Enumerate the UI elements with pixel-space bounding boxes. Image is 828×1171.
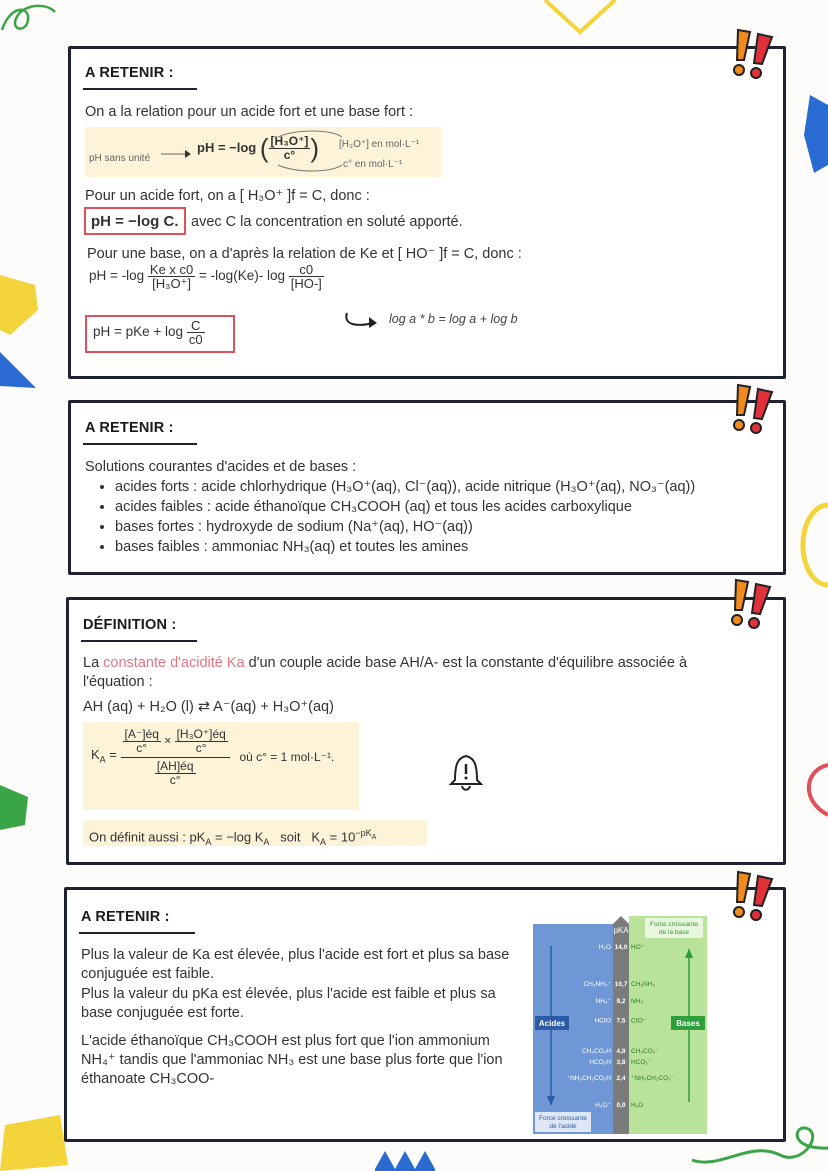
acid-species: CH₃NH₃⁺ (583, 981, 611, 989)
acid-species: NH₄⁺ (595, 998, 611, 1006)
c0-unit-label: c° en mol·L⁻¹ (343, 159, 403, 170)
pka-value: 10,7 (614, 981, 628, 989)
ph-unit-label: pH sans unité (89, 153, 151, 164)
decorative-shape-right-top (800, 95, 828, 175)
h3o-unit-label: [H₃O⁺] en mol·L⁻¹ (339, 139, 420, 150)
card-title: A RETENIR : (85, 65, 174, 81)
curved-arrows-icon (276, 129, 346, 173)
pka-value: 2,4 (616, 1074, 626, 1082)
strong-acid-text: Pour un acide fort, on a [ H₃O⁺ ]f = C, donc : (85, 188, 370, 204)
base-species: H₂O (631, 1102, 644, 1109)
base-species: ⁺NH₃CH₂CO₂⁻ (631, 1074, 675, 1082)
base-species: CH₃NH₂ (631, 981, 655, 989)
ph-fraction: $\frac{\text{[H₃O⁺]}}{c^\circ}$ (270, 134, 309, 162)
title-underline (83, 88, 197, 90)
ka-formula: $K_A$ = $\frac{[A^-]éq}{c^\circ}$ × $\frac{\text{[H₃O⁺]éq}}{c^\circ}$ $\frac{[AH]éq}{c^\circ}$ où c° = 1 mol·L⁻¹. (91, 727, 335, 787)
acid-footer-line1: Force croissante (538, 1115, 588, 1122)
strong-acid-formula: pH = −log C. (91, 213, 179, 230)
highlight-term: constante d'acidité Ka (103, 655, 245, 671)
decorative-shape-left-green (0, 785, 30, 830)
base-formula: pH = -log $\frac{\text{Ke x c0}}{\text{[H₃O⁺]}}$ = -log(Ke)- log $\frac{c0}{[HO-]}$ (89, 262, 322, 291)
pka-chart (533, 916, 707, 1134)
card-title: A RETENIR : (85, 420, 174, 436)
list-item: • acides faibles : acide éthanoïque CH₃COOH (aq) et tous les acides carboxylique (115, 497, 775, 517)
pka-definition: On définit aussi : $pK_A = -\log$ $K_A$ soit $K_A = 10^{-pK_A}$ (89, 828, 377, 847)
decorative-shape-bottom-left (0, 1115, 70, 1171)
list-item: • bases faibles : ammoniac NH₃(aq) et toutes les amines (115, 537, 775, 557)
title-underline (83, 443, 197, 445)
pka-value: 14,0 (614, 944, 628, 951)
list-item: • bases fortes : hydroxyde de sodium (Na⁺(aq), HO⁻(aq)) (115, 517, 775, 537)
base-text: Pour une base, on a d'après la relation de Ke et [ HO⁻ ]f = C, donc : (87, 246, 522, 262)
pka-value: 0,0 (616, 1102, 626, 1109)
acid-species: H₃O⁺ (595, 1102, 611, 1109)
decorative-ring-right (790, 500, 828, 590)
final-formula: pH = pKe + log $\frac{C}{c0}$ (93, 318, 203, 347)
list-item: • acides forts : acide chlorhydrique (H₃O⁺(aq), Cl⁻(aq)), acide nitrique (H₃O⁺(aq), NO₃⁻(aq)) (115, 477, 775, 497)
base-label: Bases (676, 1019, 700, 1028)
decorative-zigzag-bottom (375, 1148, 435, 1171)
pka-value: 4,8 (616, 1047, 626, 1055)
acid-footer-line2: de l'acide (549, 1123, 577, 1130)
ka-note: où c° = 1 mol·L⁻¹. (239, 750, 335, 764)
pka-value: 3,8 (616, 1059, 626, 1067)
acid-species: HCO₂H (589, 1059, 611, 1067)
arrow-icon (159, 147, 191, 161)
log-rule: log a * b = log a + log b (389, 312, 518, 326)
card-title: DÉFINITION : (83, 617, 177, 633)
acid-species: CH₃CO₂H (581, 1047, 611, 1055)
pka-axis-title: pKA (613, 926, 629, 935)
card-retenir-solutions (68, 400, 786, 575)
exclamation-icon (724, 578, 774, 630)
decorative-heart-right (795, 760, 828, 820)
exclamation-icon (726, 870, 776, 922)
ph-formula: pH = −log ( $\frac{\text{[H₃O⁺]}}{c^\circ}$ ) (197, 133, 320, 163)
intro-text: Solutions courantes d'acides et de bases : (85, 459, 357, 475)
paragraph: Plus la valeur de Ka est élevée, plus l'acide est fort et plus sa base conjuguée est faible. (81, 947, 510, 982)
base-header-line1: Force croissante (649, 921, 699, 928)
acid-label: Acides (538, 1019, 566, 1028)
decorative-shape-left-yellow (0, 270, 40, 340)
card-retenir-ka (64, 887, 786, 1142)
base-species: NH₃ (631, 998, 644, 1006)
paragraph: Plus la valeur du pKa est élevée, plus l'acide est faible et plus sa base conjuguée est forte. (81, 986, 496, 1021)
base-species: CℓO⁻ (631, 1017, 647, 1025)
exclamation-icon (726, 28, 776, 80)
pka-value: 9,2 (616, 998, 626, 1006)
decorative-triangle-left (0, 350, 38, 390)
base-species: HCO₂⁻ (631, 1059, 652, 1067)
paragraph: L'acide éthanoïque CH₃COOH est plus fort que l'ion ammonium NH₄⁺ tandis que l'ammoniac NH₃ est une base plus forte que l'ion éthanoate CH₃COO- (81, 1033, 503, 1087)
base-species: CH₃CO₂⁻ (631, 1047, 659, 1055)
acid-species: HCℓO (594, 1017, 611, 1025)
definition-text: La constante d'acidité Ka d'un couple acide base AH/A- est la constante d'équilibre associée à l'équation : (83, 655, 688, 690)
bell-icon (443, 746, 489, 792)
card-title: A RETENIR : (81, 909, 170, 925)
card-definition-ka (66, 597, 786, 865)
base-header-line2: de la base (659, 929, 689, 936)
card-retenir-ph (68, 46, 786, 379)
title-underline (79, 932, 195, 934)
pka-chart-svg (533, 916, 707, 1134)
curved-arrow-icon (343, 309, 379, 331)
exclamation-icon (726, 383, 776, 435)
acid-species: H₂O (598, 944, 611, 951)
decorative-swirl-top-left (0, 0, 60, 50)
pka-value: 7,5 (616, 1017, 626, 1025)
base-species: HO⁻ (631, 944, 645, 951)
intro-text: On a la relation pour un acide fort et une base fort : (85, 104, 414, 120)
pka-axis-arrow (613, 916, 629, 924)
title-underline (81, 640, 197, 642)
equation: AH (aq) + H₂O (l) ⇄ A⁻(aq) + H₃O⁺(aq) (83, 699, 334, 715)
solutions-list (85, 477, 775, 557)
decorative-heart-top (540, 0, 620, 35)
acid-species: ⁺NH₃CH₂CO₂H (566, 1074, 611, 1082)
strong-acid-suffix: avec C la concentration en soluté apporté. (191, 214, 463, 230)
ph-formula-lhs: pH = −log (197, 139, 257, 155)
